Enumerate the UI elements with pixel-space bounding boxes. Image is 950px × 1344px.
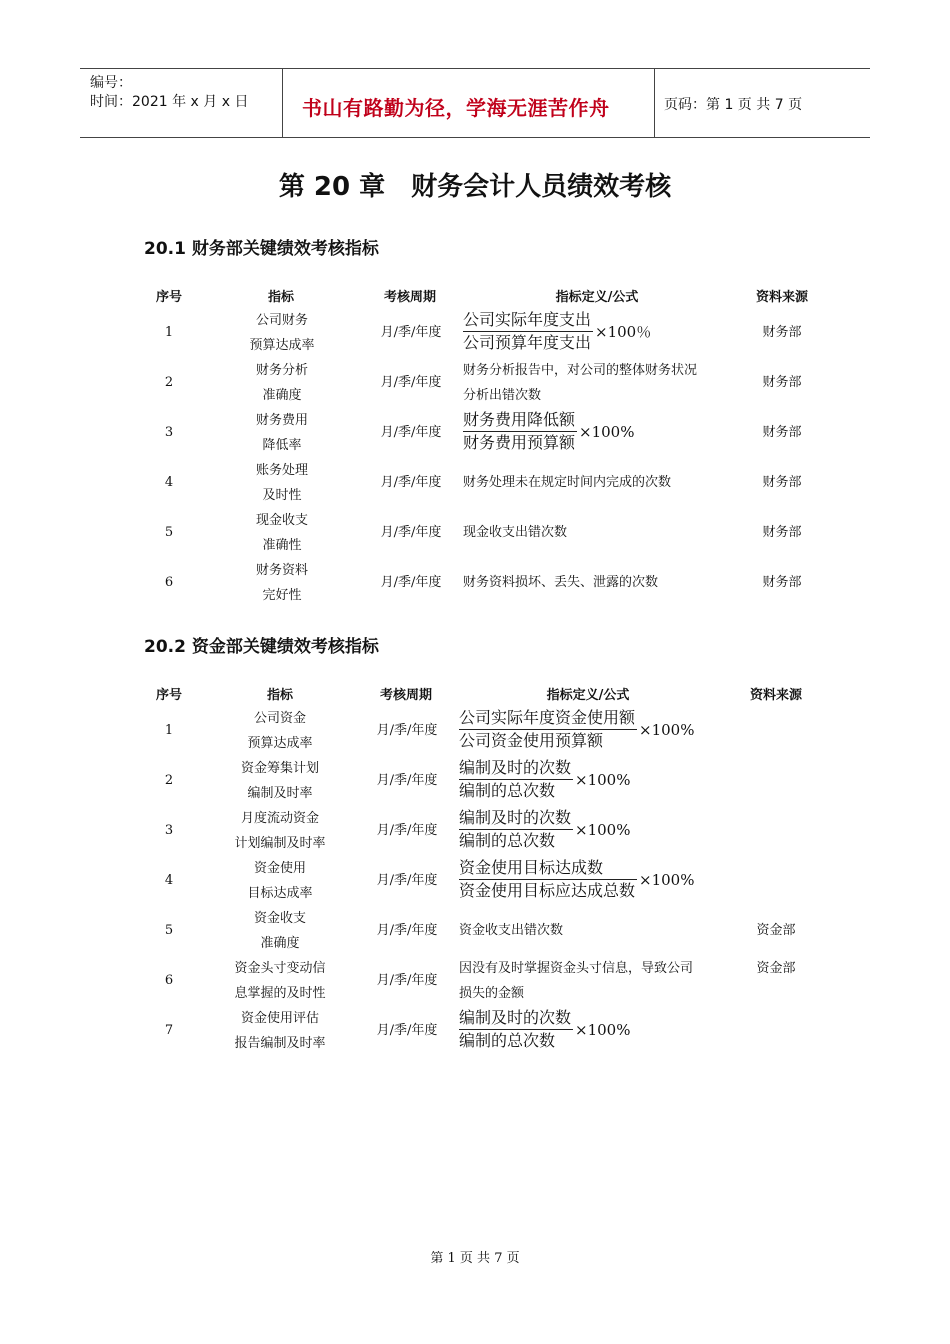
formula bbox=[463, 410, 634, 453]
formula-multiplier: ×100% bbox=[579, 422, 635, 441]
row-number: 2 bbox=[164, 375, 174, 390]
row-number: 3 bbox=[164, 425, 174, 440]
fraction bbox=[459, 858, 637, 901]
indicator-name-line2: 计划编制及时率 bbox=[234, 836, 326, 851]
column-header: 资料来源 bbox=[755, 290, 808, 305]
definition-line1: 财务分析报告中，对公司的整体财务状况 bbox=[463, 363, 698, 378]
row-number: 7 bbox=[164, 1023, 174, 1038]
assessment-period: 月/季/年度 bbox=[376, 823, 438, 838]
indicator-name-line1: 财务分析 bbox=[255, 363, 308, 378]
indicator-name-line2: 预算达成率 bbox=[247, 736, 313, 751]
indicator-name-line2: 准确度 bbox=[260, 936, 300, 951]
column-header: 指标 bbox=[266, 688, 293, 703]
table-row bbox=[0, 756, 950, 806]
formula-denominator: 公司资金使用预算额 bbox=[459, 731, 604, 750]
indicator-name-line1: 公司资金 bbox=[253, 711, 306, 726]
formula bbox=[459, 708, 694, 751]
document-time-label: 时间：2021 年 x 月 x 日 bbox=[90, 94, 249, 110]
row-number: 3 bbox=[164, 823, 174, 838]
formula-multiplier: ×100％ bbox=[595, 323, 652, 341]
indicator-name-line1: 资金头寸变动信 bbox=[234, 961, 326, 976]
data-source: 财务部 bbox=[762, 575, 802, 590]
page-footer: 第 1 页 共 7 页 bbox=[430, 1251, 520, 1266]
data-source: 财务部 bbox=[762, 475, 802, 490]
definition-text: 现金收支出错次数 bbox=[463, 525, 568, 540]
formula bbox=[463, 310, 651, 353]
fraction bbox=[463, 410, 577, 453]
table-row bbox=[0, 358, 950, 408]
page-header bbox=[80, 68, 870, 138]
definition-text: 财务资料损坏、丢失、泄露的次数 bbox=[463, 575, 659, 590]
formula-numerator: 编制及时的次数 bbox=[459, 758, 573, 780]
indicator-name-line2: 预算达成率 bbox=[249, 338, 315, 353]
formula-denominator: 财务费用预算额 bbox=[463, 433, 576, 452]
header-meta-cell bbox=[80, 69, 283, 137]
assessment-period: 月/季/年度 bbox=[376, 923, 438, 938]
assessment-period: 月/季/年度 bbox=[380, 425, 442, 440]
indicator-name-line2: 及时性 bbox=[262, 488, 302, 503]
page-number-info: 页码：第 1 页 共 7 页 bbox=[664, 97, 803, 113]
fraction bbox=[459, 708, 637, 751]
assessment-period: 月/季/年度 bbox=[376, 723, 438, 738]
indicator-name-line1: 月度流动资金 bbox=[240, 811, 319, 826]
row-number: 2 bbox=[164, 773, 174, 788]
section-heading-treasury: 20.2 资金部关键绩效考核指标 bbox=[144, 637, 379, 657]
formula-numerator: 编制及时的次数 bbox=[459, 808, 573, 830]
data-source: 财务部 bbox=[762, 425, 802, 440]
column-header: 指标 bbox=[267, 290, 294, 305]
motto-text: 书山有路勤为径，学海无涯苦作舟 bbox=[302, 96, 610, 120]
assessment-period: 月/季/年度 bbox=[376, 773, 438, 788]
row-number: 1 bbox=[164, 325, 174, 340]
formula-denominator: 公司预算年度支出 bbox=[463, 333, 592, 352]
assessment-period: 月/季/年度 bbox=[380, 375, 442, 390]
indicator-name-line2: 准确性 bbox=[262, 538, 302, 553]
formula-denominator: 编制的总次数 bbox=[459, 781, 556, 800]
row-number: 6 bbox=[164, 973, 174, 988]
formula-numerator: 编制及时的次数 bbox=[459, 1008, 573, 1030]
indicator-name-line2: 目标达成率 bbox=[247, 886, 313, 901]
document-number-label: 编号： bbox=[90, 75, 132, 91]
formula-multiplier: ×100% bbox=[639, 720, 695, 739]
definition-line2: 分析出错次数 bbox=[463, 388, 542, 403]
formula-numerator: 资金使用目标达成数 bbox=[459, 858, 637, 880]
table-row bbox=[0, 308, 950, 358]
table-row bbox=[0, 558, 950, 608]
indicator-name-line2: 编制及时率 bbox=[247, 786, 313, 801]
indicator-name-line2: 降低率 bbox=[262, 438, 302, 453]
assessment-period: 月/季/年度 bbox=[376, 873, 438, 888]
indicator-name-line2: 准确度 bbox=[262, 388, 302, 403]
column-header: 序号 bbox=[155, 688, 182, 703]
table-row bbox=[0, 1006, 950, 1056]
column-header: 指标定义/公式 bbox=[546, 688, 630, 703]
table-row bbox=[0, 408, 950, 458]
assessment-period: 月/季/年度 bbox=[380, 475, 442, 490]
row-number: 1 bbox=[164, 723, 174, 738]
row-number: 6 bbox=[164, 575, 174, 590]
fraction bbox=[459, 758, 573, 801]
formula-numerator: 财务费用降低额 bbox=[463, 410, 577, 432]
formula-denominator: 编制的总次数 bbox=[459, 831, 556, 850]
table-row bbox=[0, 508, 950, 558]
chapter-title: 第 20 章 财务会计人员绩效考核 bbox=[278, 172, 672, 202]
assessment-period: 月/季/年度 bbox=[376, 973, 438, 988]
definition-line2: 损失的金额 bbox=[459, 986, 525, 1001]
row-number: 4 bbox=[164, 873, 174, 888]
indicator-name-line2: 报告编制及时率 bbox=[234, 1036, 326, 1051]
indicator-name-line1: 资金收支 bbox=[253, 911, 306, 926]
fraction bbox=[459, 1008, 573, 1051]
formula-multiplier: ×100% bbox=[639, 870, 695, 889]
table-row bbox=[0, 906, 950, 956]
table-row bbox=[0, 856, 950, 906]
table-row bbox=[0, 458, 950, 508]
column-header: 考核周期 bbox=[379, 688, 432, 703]
indicator-name-line1: 公司财务 bbox=[255, 313, 308, 328]
header-motto-cell bbox=[282, 69, 655, 137]
formula bbox=[459, 758, 630, 801]
formula-numerator: 公司实际年度支出 bbox=[463, 310, 593, 332]
indicator-name-line1: 资金筹集计划 bbox=[240, 761, 319, 776]
formula-multiplier: ×100% bbox=[575, 770, 631, 789]
column-header: 资料来源 bbox=[749, 688, 802, 703]
fraction bbox=[463, 310, 593, 353]
column-header: 考核周期 bbox=[383, 290, 436, 305]
indicator-name-line1: 财务费用 bbox=[255, 413, 308, 428]
formula-denominator: 编制的总次数 bbox=[459, 1031, 556, 1050]
indicator-name-line1: 资金使用评估 bbox=[240, 1011, 319, 1026]
data-source: 财务部 bbox=[762, 325, 802, 340]
fraction bbox=[459, 808, 573, 851]
data-source: 资金部 bbox=[756, 961, 796, 976]
indicator-name-line1: 现金收支 bbox=[255, 513, 308, 528]
formula-multiplier: ×100% bbox=[575, 1020, 631, 1039]
column-header: 指标定义/公式 bbox=[555, 290, 639, 305]
indicator-name-line2: 息掌握的及时性 bbox=[234, 986, 326, 1001]
assessment-period: 月/季/年度 bbox=[380, 325, 442, 340]
section-heading-finance: 20.1 财务部关键绩效考核指标 bbox=[144, 239, 379, 259]
formula bbox=[459, 808, 630, 851]
table-row bbox=[0, 806, 950, 856]
formula bbox=[459, 858, 694, 901]
formula-numerator: 公司实际年度资金使用额 bbox=[459, 708, 637, 730]
formula-denominator: 资金使用目标应达成总数 bbox=[459, 881, 636, 900]
indicator-name-line1: 账务处理 bbox=[255, 463, 308, 478]
data-source: 财务部 bbox=[762, 525, 802, 540]
definition-text: 财务处理未在规定时间内完成的次数 bbox=[463, 475, 672, 490]
indicator-name-line2: 完好性 bbox=[262, 588, 302, 603]
column-header: 序号 bbox=[155, 290, 182, 305]
data-source: 财务部 bbox=[762, 375, 802, 390]
formula bbox=[459, 1008, 630, 1051]
definition-text: 资金收支出错次数 bbox=[459, 923, 564, 938]
table-row bbox=[0, 706, 950, 756]
assessment-period: 月/季/年度 bbox=[380, 525, 442, 540]
formula-multiplier: ×100% bbox=[575, 820, 631, 839]
assessment-period: 月/季/年度 bbox=[376, 1023, 438, 1038]
table-row bbox=[0, 956, 950, 1006]
indicator-name-line1: 资金使用 bbox=[253, 861, 306, 876]
row-number: 5 bbox=[164, 525, 174, 540]
row-number: 5 bbox=[164, 923, 174, 938]
indicator-name-line1: 财务资料 bbox=[255, 563, 308, 578]
assessment-period: 月/季/年度 bbox=[380, 575, 442, 590]
definition-line1: 因没有及时掌握资金头寸信息，导致公司 bbox=[459, 961, 694, 976]
data-source: 资金部 bbox=[756, 923, 796, 938]
row-number: 4 bbox=[164, 475, 174, 490]
